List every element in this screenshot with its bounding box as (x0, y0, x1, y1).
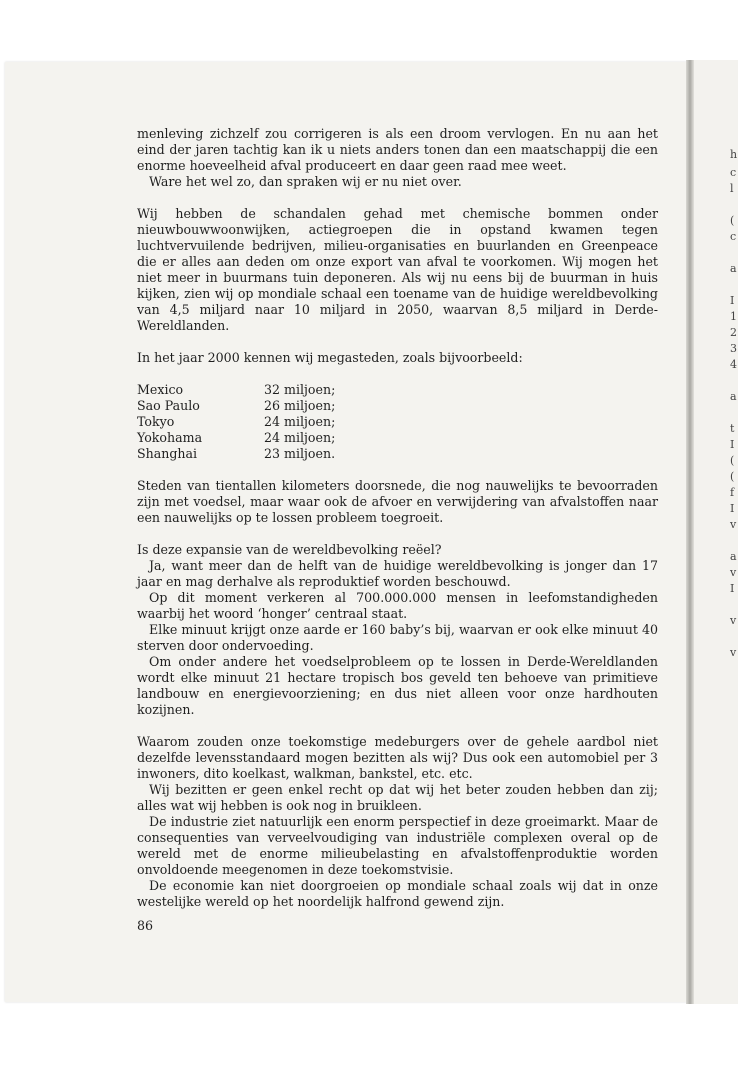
page-number: 86 (137, 918, 154, 933)
facing-page-fragment: I (730, 582, 735, 595)
book-gutter (686, 60, 694, 1004)
facing-page-edge (694, 60, 738, 1004)
facing-page-fragment: 3 (730, 342, 737, 355)
city-name: Tokyo (137, 414, 175, 429)
facing-page-fragment: v (730, 518, 737, 531)
facing-page-fragment: c (730, 166, 737, 179)
paragraph: Steden van tientallen kilometers doorsnede, die nog nauwelijks te bevoorraden zijn met voedsel, maar waar ook de afvoer en verwijdering van afvalstoffen naar een nauwelijks op te lossen probleem toegroeit. (137, 478, 658, 525)
facing-page-fragment: t (730, 422, 735, 435)
facing-page-fragment: I (730, 438, 735, 451)
page-text-body (137, 126, 658, 910)
city-name: Mexico (137, 382, 184, 397)
paragraph: Op dit moment verkeren al 700.000.000 mensen in leefomstandigheden waarbij het woord ‘honger’ centraal staat. (137, 590, 658, 621)
paragraph: De industrie ziet natuurlijk een enorm perspectief in deze groeimarkt. Maar de consequenties van verveelvoudiging van industriële complexen overal op de wereld met de enorme milieubelasting en afvalstoffenproduktie worden onvoldoende meegenomen in deze toekomstvisie. (137, 814, 658, 877)
facing-page-fragment: ( (730, 470, 735, 483)
city-population: 26 miljoen; (264, 398, 336, 413)
city-name: Shanghai (137, 446, 198, 461)
facing-page-fragment: f (730, 486, 735, 499)
facing-page-fragment: I (730, 502, 735, 515)
paragraph: Wij bezitten er geen enkel recht op dat wij het beter zouden hebben dan zij; alles wat wij hebben is ook nog in bruikleen. (137, 782, 658, 813)
facing-page-fragment: 1 (730, 310, 737, 323)
paragraph: Ja, want meer dan de helft van de huidige wereldbevolking is jonger dan 17 jaar en mag derhalve als reproduktief worden beschouwd. (137, 558, 658, 589)
facing-page-fragment: I (730, 294, 735, 307)
paragraph: menleving zichzelf zou corrigeren is als een droom vervlogen. En nu aan het eind der jaren tachtig kan ik u niets anders tonen dan een maatschappij die een enorme hoeveelheid afval produceert en daar geen raad mee weet. (137, 126, 658, 173)
city-population: 24 miljoen; (264, 414, 336, 429)
city-population: 32 miljoen; (264, 382, 336, 397)
paragraph: Wij hebben de schandalen gehad met chemische bommen onder nieuwbouwwoonwijken, actiegroepen die in opstand kwamen tegen luchtvervuilende bedrijven, milieu-organisaties en buurlanden en Greenpeace die er alles aan deden om onze export van afval te voorkomen. Wij mogen het niet meer in buurmans tuin deponeren. Als wij nu eens bij de buurman in huis kijken, zien wij op mondiale schaal een toename van de huidige wereldbevolking van 4,5 miljard naar 10 miljard in 2050, waarvan 8,5 miljard in Derde-Wereldlanden. (137, 206, 658, 333)
city-name: Yokohama (137, 430, 203, 445)
city-name: Sao Paulo (137, 398, 200, 413)
facing-page-fragment: a (730, 390, 737, 403)
facing-page-fragment: 2 (730, 326, 737, 339)
paragraph: De economie kan niet doorgroeien op mondiale schaal zoals wij dat in onze westelijke wereld op het noordelijk halfrond gewend zijn. (137, 878, 658, 909)
facing-page-fragment: 4 (730, 358, 737, 371)
facing-page-fragment: c (730, 230, 737, 243)
paragraph: Waarom zouden onze toekomstige medeburgers over de gehele aardbol niet dezelfde levensstandaard mogen bezitten als wij? Dus ook een automobiel per 3 inwoners, dito koelkast, walkman, bankstel, etc. etc. (137, 734, 658, 781)
facing-page-fragment: ( (730, 214, 735, 227)
facing-page-fragment: a (730, 550, 737, 563)
paragraph: Elke minuut krijgt onze aarde er 160 baby’s bij, waarvan er ook elke minuut 40 sterven door ondervoeding. (137, 622, 658, 653)
paragraph: In het jaar 2000 kennen wij megasteden, zoals bijvoorbeeld: (137, 350, 523, 365)
facing-page-fragment: a (730, 262, 737, 275)
paragraph: Ware het wel zo, dan spraken wij er nu niet over. (149, 174, 462, 189)
paragraph: Is deze expansie van de wereldbevolking reëel? (137, 542, 442, 557)
city-population: 24 miljoen; (264, 430, 336, 445)
paragraph: Om onder andere het voedselprobleem op te lossen in Derde-Wereldlanden wordt elke minuut 21 hectare tropisch bos geveld ten behoeve van primitieve landbouw en energievoorziening; en dus niet alleen voor onze hardhouten kozijnen. (137, 654, 658, 717)
facing-page-fragment: v (730, 614, 737, 627)
megacities-list (137, 382, 658, 462)
facing-page-fragment: v (730, 646, 737, 659)
facing-page-fragment: ( (730, 454, 735, 467)
facing-page-fragment: h (730, 148, 738, 161)
facing-page-fragment: v (730, 566, 737, 579)
facing-page-fragment: l (730, 182, 734, 195)
city-population: 23 miljoen. (264, 446, 336, 461)
